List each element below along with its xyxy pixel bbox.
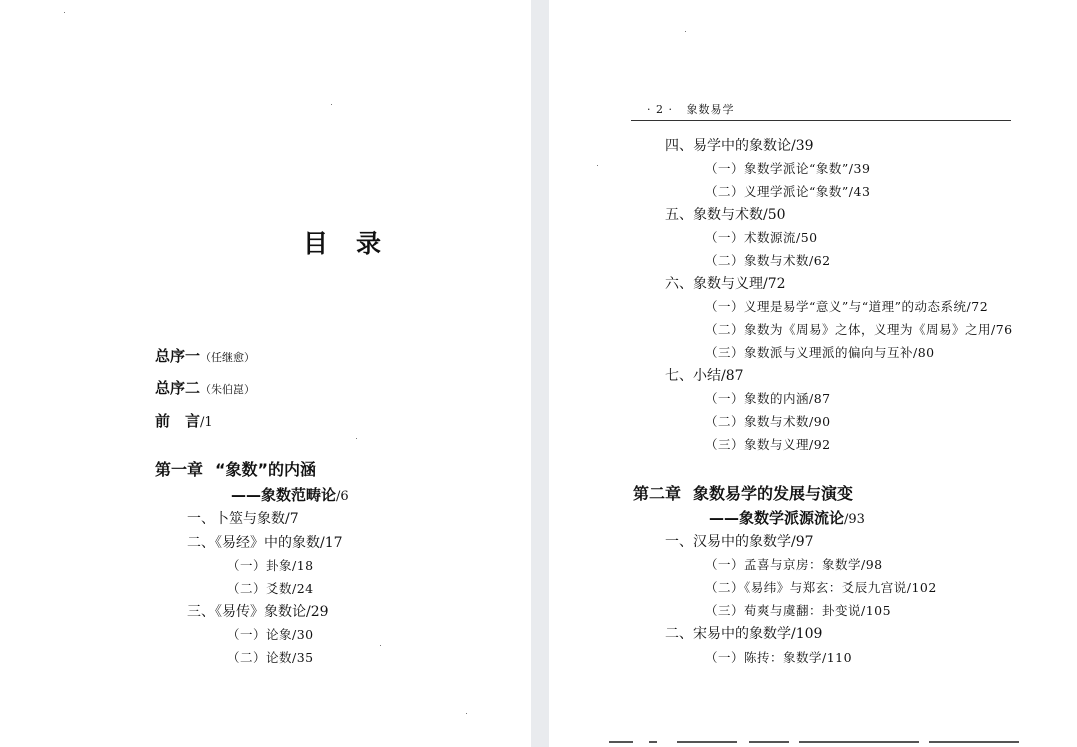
- scan-speck: [597, 165, 598, 166]
- scan-fragment: [649, 741, 657, 743]
- toc-subentry[interactable]: （二）论数/35: [227, 650, 314, 665]
- toc-subentry[interactable]: （二）象数与术数/62: [705, 253, 831, 268]
- toc-subentry[interactable]: （一）术数源流/50: [705, 230, 818, 245]
- toc-subentry[interactable]: （三）象数与义理/92: [705, 437, 831, 452]
- page-title: 目 录: [303, 229, 384, 258]
- toc-entry[interactable]: 一、卜筮与象数/7: [187, 511, 299, 527]
- toc-subentry[interactable]: （二）象数为《周易》之体，义理为《周易》之用/76: [705, 322, 1013, 337]
- scan-speck: [380, 645, 381, 646]
- toc-entry[interactable]: 四、易学中的象数论/39: [665, 138, 814, 154]
- chapter-subtitle: ——象数学派源流论/93: [709, 509, 865, 527]
- toc-entry[interactable]: 三、《易传》象数论/29: [187, 604, 329, 620]
- toc-entry[interactable]: 二、《易经》中的象数/17: [187, 535, 343, 551]
- scan-speck: [64, 12, 65, 13]
- scan-fragment: [929, 741, 1019, 743]
- scan-fragment: [609, 741, 633, 743]
- toc-subentry[interactable]: （二）义理学派论“象数”/43: [705, 184, 871, 199]
- scan-fragment: [677, 741, 737, 743]
- chapter-heading[interactable]: 第一章 “象数”的内涵: [155, 460, 317, 479]
- left-page: [0, 0, 531, 747]
- preface-entry[interactable]: 总序一（任继愈）: [155, 347, 256, 365]
- toc-subentry[interactable]: （一）论象/30: [227, 627, 314, 642]
- toc-subentry[interactable]: （一）孟喜与京房：象数学/98: [705, 557, 883, 572]
- toc-subentry[interactable]: （一）象数学派论“象数”/39: [705, 161, 871, 176]
- toc-entry[interactable]: 五、象数与术数/50: [665, 207, 786, 223]
- preface-entry[interactable]: 总序二（朱伯崑）: [155, 379, 256, 397]
- toc-subentry[interactable]: （二）象数与术数/90: [705, 414, 831, 429]
- header-rule: [631, 120, 1011, 121]
- toc-subentry[interactable]: （二）《易纬》与郑玄：爻辰九宫说/102: [705, 580, 937, 595]
- toc-entry[interactable]: 七、小结/87: [665, 368, 744, 384]
- scan-speck: [685, 31, 686, 32]
- toc-subentry[interactable]: （三）荀爽与虞翻：卦变说/105: [705, 603, 892, 618]
- chapter-heading[interactable]: 第二章 象数易学的发展与演变: [633, 484, 854, 503]
- scan-speck: [331, 104, 332, 105]
- toc-entry[interactable]: 一、汉易中的象数学/97: [665, 534, 814, 550]
- toc-subentry[interactable]: （一）卦象/18: [227, 558, 314, 573]
- scan-speck: [356, 438, 357, 439]
- foreword-entry[interactable]: 前 言/1: [155, 412, 213, 430]
- scan-speck: [466, 713, 467, 714]
- scan-fragment: [799, 741, 919, 743]
- toc-subentry[interactable]: （三）象数派与义理派的偏向与互补/80: [705, 345, 935, 360]
- toc-subentry[interactable]: （一）义理是易学“意义”与“道理”的动态系统/72: [705, 299, 989, 314]
- toc-subentry[interactable]: （一）陈抟：象数学/110: [705, 650, 853, 665]
- toc-subentry[interactable]: （二）爻数/24: [227, 581, 314, 596]
- chapter-subtitle: ——象数范畴论/6: [231, 486, 349, 504]
- toc-entry[interactable]: 六、象数与义理/72: [665, 276, 786, 292]
- right-page: [549, 0, 1077, 747]
- toc-entry[interactable]: 二、宋易中的象数学/109: [665, 626, 823, 642]
- running-head: · 2 · 象数易学: [647, 103, 735, 116]
- toc-subentry[interactable]: （一）象数的内涵/87: [705, 391, 831, 406]
- scan-fragment: [749, 741, 789, 743]
